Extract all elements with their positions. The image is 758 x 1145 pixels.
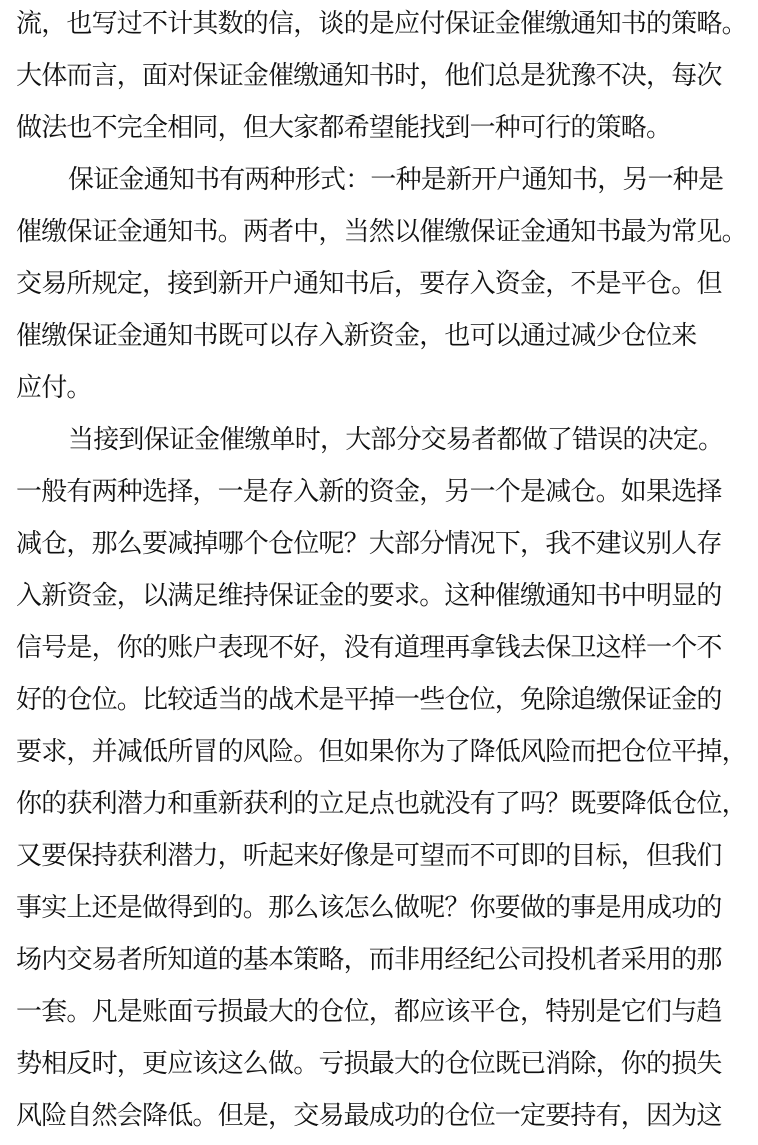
text-line: 催缴保证金通知书。两者中，当然以催缴保证金通知书最为常见。 [16, 217, 747, 247]
text-line: 应付。 [16, 373, 92, 403]
text-line: 势相反时，更应该这么做。亏损最大的仓位既已消除，你的损失 [16, 1049, 722, 1079]
text-line: 场内交易者所知道的基本策略，而非用经纪公司投机者采用的那 [16, 945, 722, 975]
text-line: 减仓，那么要减掉哪个仓位呢？大部分情况下，我不建议别人存 [16, 529, 722, 559]
text-line: 要求，并减低所冒的风险。但如果你为了降低风险而把仓位平掉， [16, 737, 747, 767]
text-line: 又要保持获利潜力，听起来好像是可望而不可即的目标，但我们 [16, 841, 722, 871]
text-line: 好的仓位。比较适当的战术是平掉一些仓位，免除追缴保证金的 [16, 685, 722, 715]
text-line: 你的获利潜力和重新获利的立足点也就没有了吗？既要降低仓位， [16, 789, 747, 819]
text-line: 风险自然会降低。但是，交易最成功的仓位一定要持有，因为这 [16, 1101, 722, 1131]
text-line: 流，也写过不计其数的信，谈的是应付保证金催缴通知书的策略。 [16, 9, 747, 39]
text-line: 入新资金，以满足维持保证金的要求。这种催缴通知书中明显的 [16, 581, 722, 611]
text-line: 交易所规定，接到新开户通知书后，要存入资金，不是平仓。但 [16, 269, 722, 299]
text-line: 保证金通知书有两种形式：一种是新开户通知书，另一种是 [68, 165, 724, 195]
text-line: 一般有两种选择，一是存入新的资金，另一个是减仓。如果选择 [16, 477, 722, 507]
text-line: 当接到保证金催缴单时，大部分交易者都做了错误的决定。 [68, 425, 724, 455]
text-line: 信号是，你的账户表现不好，没有道理再拿钱去保卫这样一个不 [16, 633, 722, 663]
text-line: 事实上还是做得到的。那么该怎么做呢？你要做的事是用成功的 [16, 893, 722, 923]
text-line: 做法也不完全相同，但大家都希望能找到一种可行的策略。 [16, 113, 672, 143]
text-line: 一套。凡是账面亏损最大的仓位，都应该平仓，特别是它们与趋 [16, 997, 722, 1027]
text-line: 大体而言，面对保证金催缴通知书时，他们总是犹豫不决，每次 [16, 61, 722, 91]
text-line: 催缴保证金通知书既可以存入新资金，也可以通过减少仓位来 [16, 321, 697, 351]
